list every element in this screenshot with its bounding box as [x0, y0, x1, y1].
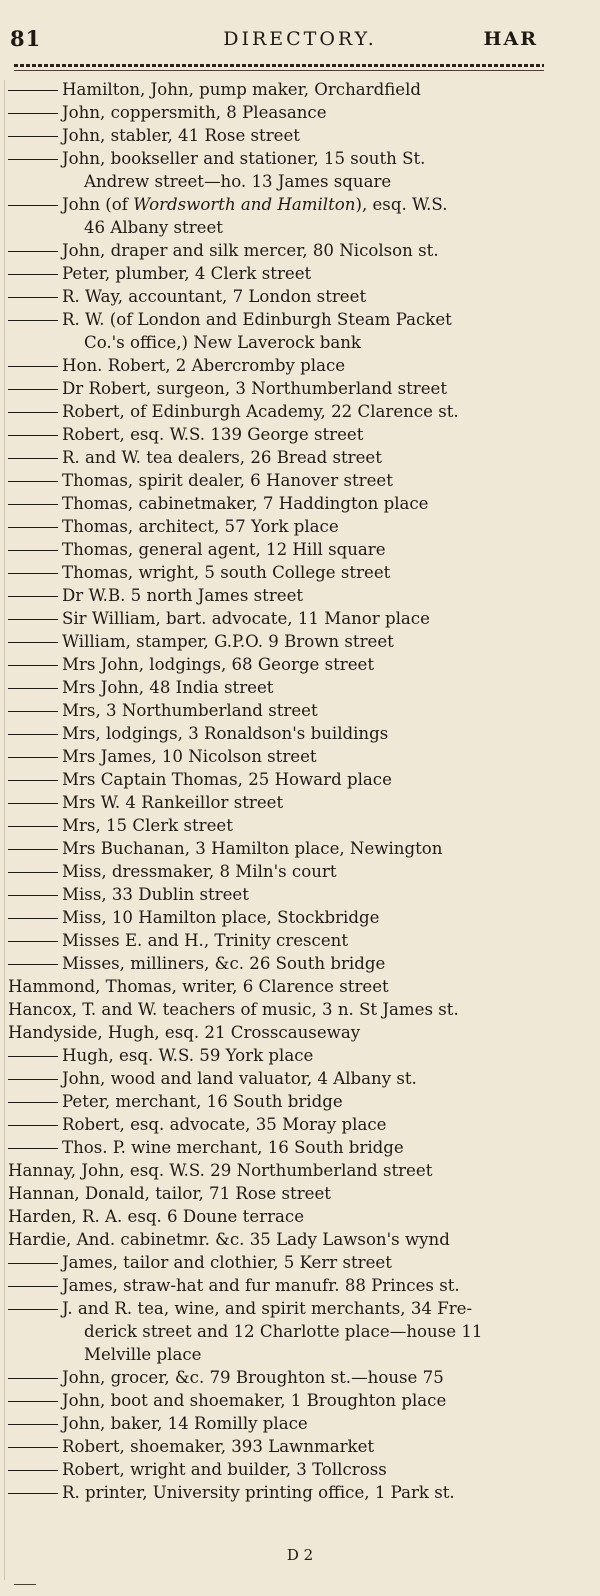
directory-entry [0, 653, 600, 676]
entry-text-main: Thomas, cabinetmaker, 7 Haddington place [62, 494, 429, 513]
ditto-dash [8, 320, 58, 321]
entry-text [62, 952, 385, 975]
ditto-dash [8, 1493, 58, 1494]
entry-text [62, 791, 283, 814]
entry-text [62, 469, 393, 492]
directory-entry [0, 1412, 600, 1435]
entry-text-main: Mrs, lodgings, 3 Ronaldson's buildings [62, 724, 389, 743]
entry-text-main: Misses, milliners, &c. 26 South bridge [62, 954, 386, 973]
entry-text [8, 1228, 450, 1251]
entry-text-main: James, straw-hat and fur manufr. 88 Princes st. [62, 1276, 460, 1295]
directory-entry [0, 469, 600, 492]
directory-entry [0, 354, 600, 377]
entry-text [62, 722, 388, 745]
entry-text-main: Misses E. and H., Trinity crescent [62, 931, 349, 950]
ditto-dash [8, 1424, 58, 1425]
running-head: HAR [483, 28, 538, 50]
ditto-dash [8, 1309, 58, 1310]
entry-text-main: Dr Robert, surgeon, 3 Northumberland street [62, 379, 448, 398]
directory-entry [0, 1297, 600, 1366]
ditto-dash [8, 527, 58, 528]
directory-entry [0, 745, 600, 768]
entry-text-main: Thomas, general agent, 12 Hill square [62, 540, 386, 559]
entry-text-main: Robert, esq. advocate, 35 Moray place [62, 1115, 387, 1134]
directory-entry [0, 929, 600, 952]
directory-entry [0, 446, 600, 469]
directory-entry [0, 78, 600, 101]
ditto-dash [8, 458, 58, 459]
entry-text-main: Miss, 33 Dublin street [62, 885, 249, 904]
entry-text-main: William, stamper, G.P.O. 9 Brown street [62, 632, 394, 651]
directory-entry [0, 722, 600, 745]
entry-text-main: Robert, wright and builder, 3 Tollcross [62, 1460, 387, 1479]
entry-text [62, 768, 392, 791]
directory-entry [0, 1389, 600, 1412]
entry-text [62, 1366, 444, 1389]
directory-entry [0, 147, 600, 193]
directory-entry [0, 952, 600, 975]
entry-text [62, 630, 394, 653]
entry-text [62, 814, 233, 837]
entry-text-italic: Wordsworth and Hamilton [133, 195, 356, 214]
directory-entry [0, 285, 600, 308]
ditto-dash [8, 1378, 58, 1379]
entry-text [62, 124, 300, 147]
entry-text [62, 193, 447, 216]
directory-entry-surname [0, 975, 600, 998]
directory-entry [0, 262, 600, 285]
directory-entry [0, 1251, 600, 1274]
directory-entry [0, 1366, 600, 1389]
entry-text-main: James, tailor and clothier, 5 Kerr street [62, 1253, 392, 1272]
entry-text-main: Mrs John, lodgings, 68 George street [62, 655, 375, 674]
directory-entry [0, 1458, 600, 1481]
ditto-dash [8, 1263, 58, 1264]
entry-text [62, 1044, 313, 1067]
ditto-dash [8, 481, 58, 482]
entry-text [62, 538, 386, 561]
ditto-dash [8, 1079, 58, 1080]
entry-text [62, 239, 439, 262]
directory-entry [0, 1113, 600, 1136]
directory-entry [0, 906, 600, 929]
entry-text [62, 561, 390, 584]
directory-entry-surname [0, 1159, 600, 1182]
page-number: 81 [10, 26, 42, 51]
header-rule [14, 64, 544, 67]
directory-entry [0, 561, 600, 584]
entry-text [62, 584, 303, 607]
entry-text-main: John, bookseller and stationer, 15 south St. [62, 149, 426, 168]
entry-text-main: Hammond, Thomas, writer, 6 Clarence street [8, 977, 389, 996]
entry-text-main: John, grocer, &c. 79 Broughton st.—house 75 [62, 1368, 444, 1387]
directory-entry [0, 676, 600, 699]
entry-text [62, 377, 447, 400]
directory-entry [0, 124, 600, 147]
entry-text [62, 929, 348, 952]
directory-entry-surname [0, 998, 600, 1021]
entry-text-main: Mrs, 3 Northumberland street [62, 701, 318, 720]
ditto-dash [8, 941, 58, 942]
directory-entry-surname [0, 1021, 600, 1044]
page-title: DIRECTORY. [223, 28, 377, 50]
entry-text [62, 1136, 404, 1159]
ditto-dash [8, 1056, 58, 1057]
entry-text [62, 837, 442, 860]
directory-entry [0, 1481, 600, 1504]
entry-text-main: Sir William, bart. advocate, 11 Manor place [62, 609, 430, 628]
entry-text-main: Peter, merchant, 16 South bridge [62, 1092, 343, 1111]
entry-text [62, 515, 339, 538]
entry-text-main: Peter, plumber, 4 Clerk street [62, 264, 312, 283]
ditto-dash [8, 918, 58, 919]
directory-entry [0, 400, 600, 423]
directory-entry [0, 492, 600, 515]
entry-continuation: 46 Albany street [84, 218, 223, 237]
entry-text-main: Thos. P. wine merchant, 16 South bridge [62, 1138, 404, 1157]
ditto-dash [8, 1447, 58, 1448]
entry-text [8, 1182, 331, 1205]
ditto-dash [8, 964, 58, 965]
entry-text-main: John, stabler, 41 Rose street [62, 126, 300, 145]
directory-entry-surname [0, 1205, 600, 1228]
entry-text-main: R. W. (of London and Edinburgh Steam Packet [62, 310, 452, 329]
entry-text [62, 676, 273, 699]
entry-text [62, 607, 430, 630]
directory-entry [0, 584, 600, 607]
entry-text [62, 1067, 417, 1090]
entry-text-main: Miss, 10 Hamilton place, Stockbridge [62, 908, 380, 927]
ditto-dash [8, 274, 58, 275]
ditto-dash [8, 1102, 58, 1103]
entry-text [62, 1435, 374, 1458]
directory-entry [0, 423, 600, 446]
directory-entry [0, 515, 600, 538]
ditto-dash [8, 251, 58, 252]
entry-text [62, 1389, 446, 1412]
entry-text-main: John, draper and silk mercer, 80 Nicolson st. [62, 241, 439, 260]
header-rule-thin [14, 70, 544, 71]
entry-text [62, 1090, 343, 1113]
directory-entry [0, 308, 600, 354]
entry-text [8, 998, 459, 1021]
entry-text-main: R. and W. tea dealers, 26 Bread street [62, 448, 382, 467]
entry-text [62, 446, 382, 469]
entry-text-main: Thomas, spirit dealer, 6 Hanover street [62, 471, 393, 490]
entry-text [62, 906, 379, 929]
ditto-dash [8, 297, 58, 298]
entry-continuation: Andrew street—ho. 13 James square [84, 172, 392, 191]
entry-text-main: John, coppersmith, 8 Pleasance [62, 103, 327, 122]
ditto-dash [8, 412, 58, 413]
ditto-dash [8, 205, 58, 206]
entry-text [62, 745, 317, 768]
entry-text-main: Mrs John, 48 India street [62, 678, 274, 697]
entry-text [8, 1159, 432, 1182]
entry-text-main: Mrs, 15 Clerk street [62, 816, 233, 835]
entry-text [62, 1481, 455, 1504]
directory-entry [0, 814, 600, 837]
ditto-dash [8, 872, 58, 873]
directory-entry [0, 1044, 600, 1067]
entry-text [62, 147, 425, 170]
directory-entry [0, 837, 600, 860]
entry-text-main: R. printer, University printing office, 1 Park st. [62, 1483, 455, 1502]
directory-entry [0, 193, 600, 239]
entry-text [62, 860, 337, 883]
entry-text [62, 1251, 392, 1274]
entry-text-main: R. Way, accountant, 7 London street [62, 287, 367, 306]
entry-text [62, 354, 345, 377]
entry-text [62, 262, 311, 285]
entry-text-main: Robert, of Edinburgh Academy, 22 Clarence st. [62, 402, 459, 421]
entry-text-main: John, boot and shoemaker, 1 Broughton place [62, 1391, 447, 1410]
page-header [0, 26, 600, 60]
directory-entry [0, 699, 600, 722]
entry-text [8, 1021, 360, 1044]
ditto-dash [8, 1286, 58, 1287]
entry-text-main: Hannay, John, esq. W.S. 29 Northumberland street [8, 1161, 433, 1180]
directory-entry [0, 101, 600, 124]
entry-text-main: Mrs Buchanan, 3 Hamilton place, Newington [62, 839, 443, 858]
entry-continuation: derick street and 12 Charlotte place—house 11 [84, 1322, 483, 1341]
entry-text-main: Mrs W. 4 Rankeillor street [62, 793, 284, 812]
entry-text [62, 1274, 460, 1297]
entry-text [62, 1458, 387, 1481]
entry-text [62, 78, 421, 101]
directory-entries [0, 78, 600, 1504]
ditto-dash [8, 90, 58, 91]
entry-continuation: Co.'s office,) New Laverock bank [84, 333, 361, 352]
ditto-dash [8, 757, 58, 758]
entry-text [62, 1412, 308, 1435]
ditto-dash [8, 1470, 58, 1471]
entry-text-main: Hamilton, John, pump maker, Orchardfield [62, 80, 422, 99]
ditto-dash [8, 711, 58, 712]
directory-entry [0, 538, 600, 561]
entry-text-main: Hannan, Donald, tailor, 71 Rose street [8, 1184, 331, 1203]
entry-text [62, 492, 429, 515]
directory-entry-surname [0, 1228, 600, 1251]
ditto-dash [8, 1125, 58, 1126]
entry-text [62, 883, 249, 906]
ditto-dash [8, 504, 58, 505]
entry-text-main: Thomas, architect, 57 York place [62, 517, 339, 536]
entry-text-after: ), esq. W.S. [355, 195, 448, 214]
entry-text-main: Robert, shoemaker, 393 Lawnmarket [62, 1437, 375, 1456]
directory-entry [0, 377, 600, 400]
ditto-dash [8, 435, 58, 436]
ditto-dash [8, 895, 58, 896]
entry-text-main: Dr W.B. 5 north James street [62, 586, 304, 605]
entry-text-main: John, baker, 14 Romilly place [62, 1414, 308, 1433]
ditto-dash [8, 1148, 58, 1149]
ditto-dash [8, 780, 58, 781]
directory-entry [0, 239, 600, 262]
ditto-dash [8, 619, 58, 620]
entry-text-main: Mrs Captain Thomas, 25 Howard place [62, 770, 392, 789]
ditto-dash [8, 803, 58, 804]
entry-text [62, 101, 327, 124]
ditto-dash [8, 159, 58, 160]
entry-text-main: John (of [62, 195, 134, 214]
entry-continuation: Melville place [84, 1345, 202, 1364]
ditto-dash [8, 1401, 58, 1402]
entry-text [62, 423, 363, 446]
entry-text-main: Harden, R. A. esq. 6 Doune terrace [8, 1207, 305, 1226]
entry-text-main: J. and R. tea, wine, and spirit merchants, 34 Fre- [62, 1299, 473, 1318]
directory-entry [0, 1435, 600, 1458]
ditto-dash [8, 136, 58, 137]
entry-text-main: Hon. Robert, 2 Abercromby place [62, 356, 346, 375]
ditto-dash [8, 849, 58, 850]
ditto-dash [8, 734, 58, 735]
directory-entry [0, 791, 600, 814]
entry-text-main: Thomas, wright, 5 south College street [62, 563, 391, 582]
entry-text-main: Hugh, esq. W.S. 59 York place [62, 1046, 314, 1065]
ditto-dash [8, 665, 58, 666]
directory-entry [0, 1274, 600, 1297]
ditto-dash [8, 826, 58, 827]
entry-text-main: Hardie, And. cabinetmr. &c. 35 Lady Lawson's wynd [8, 1230, 450, 1249]
entry-text [8, 1205, 304, 1228]
entry-text [62, 285, 366, 308]
directory-entry [0, 1090, 600, 1113]
entry-text-main: Miss, dressmaker, 8 Miln's court [62, 862, 337, 881]
entry-text [62, 699, 318, 722]
entry-text [62, 400, 459, 423]
signature-mark: D 2 [286, 1546, 314, 1564]
ditto-dash [8, 113, 58, 114]
directory-entry [0, 1067, 600, 1090]
ditto-dash [8, 389, 58, 390]
directory-entry [0, 607, 600, 630]
entry-text-main: John, wood and land valuator, 4 Albany st. [62, 1069, 417, 1088]
entry-text-main: Hancox, T. and W. teachers of music, 3 n. St James st. [8, 1000, 459, 1019]
entry-text [8, 975, 389, 998]
directory-entry [0, 883, 600, 906]
ditto-dash [8, 596, 58, 597]
directory-entry [0, 860, 600, 883]
ditto-dash [8, 573, 58, 574]
entry-text [62, 1113, 386, 1136]
entry-text-main: Mrs James, 10 Nicolson street [62, 747, 317, 766]
ditto-dash [8, 550, 58, 551]
entry-text [62, 308, 452, 331]
directory-entry [0, 768, 600, 791]
bottom-rule [14, 1584, 36, 1585]
entry-text-main: Handyside, Hugh, esq. 21 Crosscauseway [8, 1023, 361, 1042]
directory-entry [0, 1136, 600, 1159]
ditto-dash [8, 642, 58, 643]
directory-entry [0, 630, 600, 653]
entry-text [62, 653, 374, 676]
ditto-dash [8, 366, 58, 367]
entry-text [62, 1297, 472, 1320]
ditto-dash [8, 688, 58, 689]
entry-text-main: Robert, esq. W.S. 139 George street [62, 425, 364, 444]
directory-entry-surname [0, 1182, 600, 1205]
